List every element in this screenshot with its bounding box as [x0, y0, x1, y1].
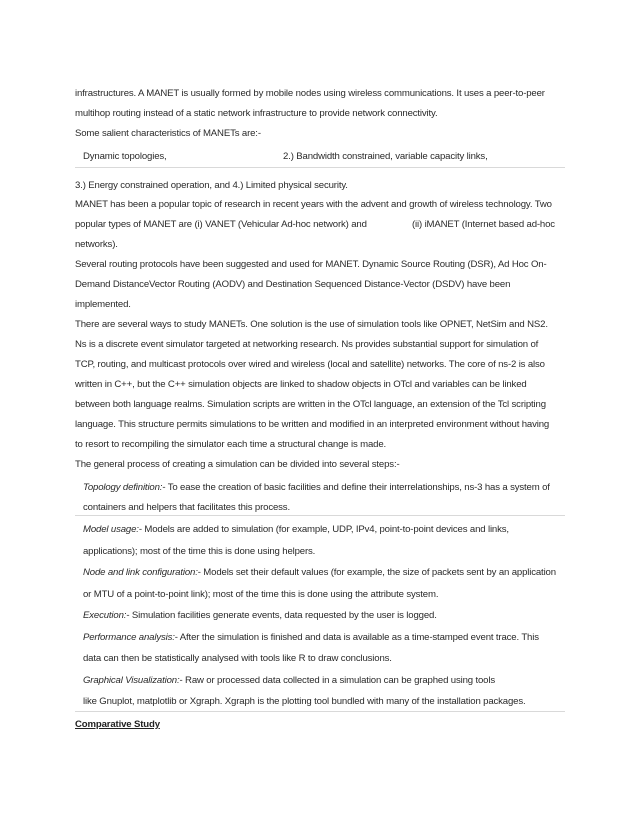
vanet-text: popular types of MANET are (i) VANET (Vehicular Ad-hoc network) and [75, 219, 367, 230]
step-term: Graphical Visualization: [83, 675, 180, 686]
step-visualization [83, 675, 495, 686]
section-heading: Comparative Study [75, 719, 160, 730]
paragraph-line: networks). [75, 239, 118, 250]
step-term: Topology definition: [83, 482, 163, 493]
paragraph-line: language. This structure permits simulations to be written and modified in an interpreted environment without having [75, 419, 550, 430]
step-text: - Models set their default values (for example, the size of packets sent by an application [197, 567, 556, 578]
step-text: - To ease the creation of basic facilities and define their interrelationships, ns-3 has a system of [162, 482, 550, 493]
paragraph-line [75, 219, 555, 230]
step-term: Model usage: [83, 524, 139, 535]
step-text: - Simulation facilities generate events, data requested by the user is logged. [126, 610, 437, 621]
step-continuation: containers and helpers that facilitates this process. [83, 502, 290, 513]
step-term: Node and link configuration: [83, 567, 198, 578]
step-term: Performance analysis: [83, 632, 175, 643]
paragraph-line: implemented. [75, 299, 131, 310]
paragraph-line: Some salient characteristics of MANETs are:- [75, 128, 261, 139]
step-text: - After the simulation is finished and data is available as a time-stamped event trace. This [174, 632, 539, 643]
paragraph-line: Ns is a discrete event simulator targeted at networking research. Ns provides substantial support for simulation of [75, 339, 539, 350]
paragraph-line: written in C++, but the C++ simulation objects are linked to shadow objects in OTcl and variables can be linked [75, 379, 527, 390]
paragraph-line: The general process of creating a simulation can be divided into several steps:- [75, 459, 400, 470]
divider [75, 167, 565, 168]
paragraph-line: Demand DistanceVector Routing (AODV) and Destination Sequenced Distance-Vector (DSDV) have been [75, 279, 511, 290]
paragraph-line: TCP, routing, and multicast protocols over wired and wireless (local and satellite) networks. The core of ns-2 is also [75, 359, 545, 370]
paragraph-line: between both language realms. Simulation scripts are written in the OTcl language, an extension of the Tcl scripting [75, 399, 546, 410]
step-execution [83, 610, 437, 621]
paragraph-line: 3.) Energy constrained operation, and 4.) Limited physical security. [75, 180, 348, 191]
step-text: - Raw or processed data collected in a simulation can be graphed using tools [179, 675, 495, 686]
paragraph-line: Several routing protocols have been suggested and used for MANET. Dynamic Source Routing (DSR), Ad Hoc On- [75, 259, 547, 270]
step-continuation: data can then be statistically analysed with tools like R to draw conclusions. [83, 653, 392, 664]
characteristic-item-1: Dynamic topologies, [83, 151, 167, 162]
step-node-link [83, 567, 556, 578]
step-topology [83, 482, 550, 493]
step-term: Execution: [83, 610, 127, 621]
step-continuation: or MTU of a point-to-point link); most of the time this is done using the attribute system. [83, 589, 439, 600]
step-text: - Models are added to simulation (for example, UDP, IPv4, point-to-point devices and links, [138, 524, 509, 535]
paragraph-line: There are several ways to study MANETs. One solution is the use of simulation tools like OPNET, NetSim and NS2. [75, 319, 548, 330]
step-continuation: applications); most of the time this is done using helpers. [83, 546, 316, 557]
divider [75, 515, 565, 516]
step-performance [83, 632, 539, 643]
paragraph-line: to resort to recompiling the simulator each time a structural change is made. [75, 439, 387, 450]
characteristic-item-2: 2.) Bandwidth constrained, variable capacity links, [283, 151, 488, 162]
paragraph-line: multihop routing instead of a static network infrastructure to provide network connectivity. [75, 108, 438, 119]
step-model-usage [83, 524, 509, 535]
characteristic-row [83, 151, 488, 162]
paragraph-line: infrastructures. A MANET is usually formed by mobile nodes using wireless communications. It uses a peer-to-peer [75, 88, 545, 99]
paragraph-line: MANET has been a popular topic of research in recent years with the advent and growth of wireless technology. Two [75, 199, 552, 210]
step-continuation: like Gnuplot, matplotlib or Xgraph. Xgraph is the plotting tool bundled with many of the installation packages. [83, 696, 526, 707]
divider [75, 711, 565, 712]
imanet-text: (ii) iMANET (Internet based ad-hoc [412, 219, 555, 230]
